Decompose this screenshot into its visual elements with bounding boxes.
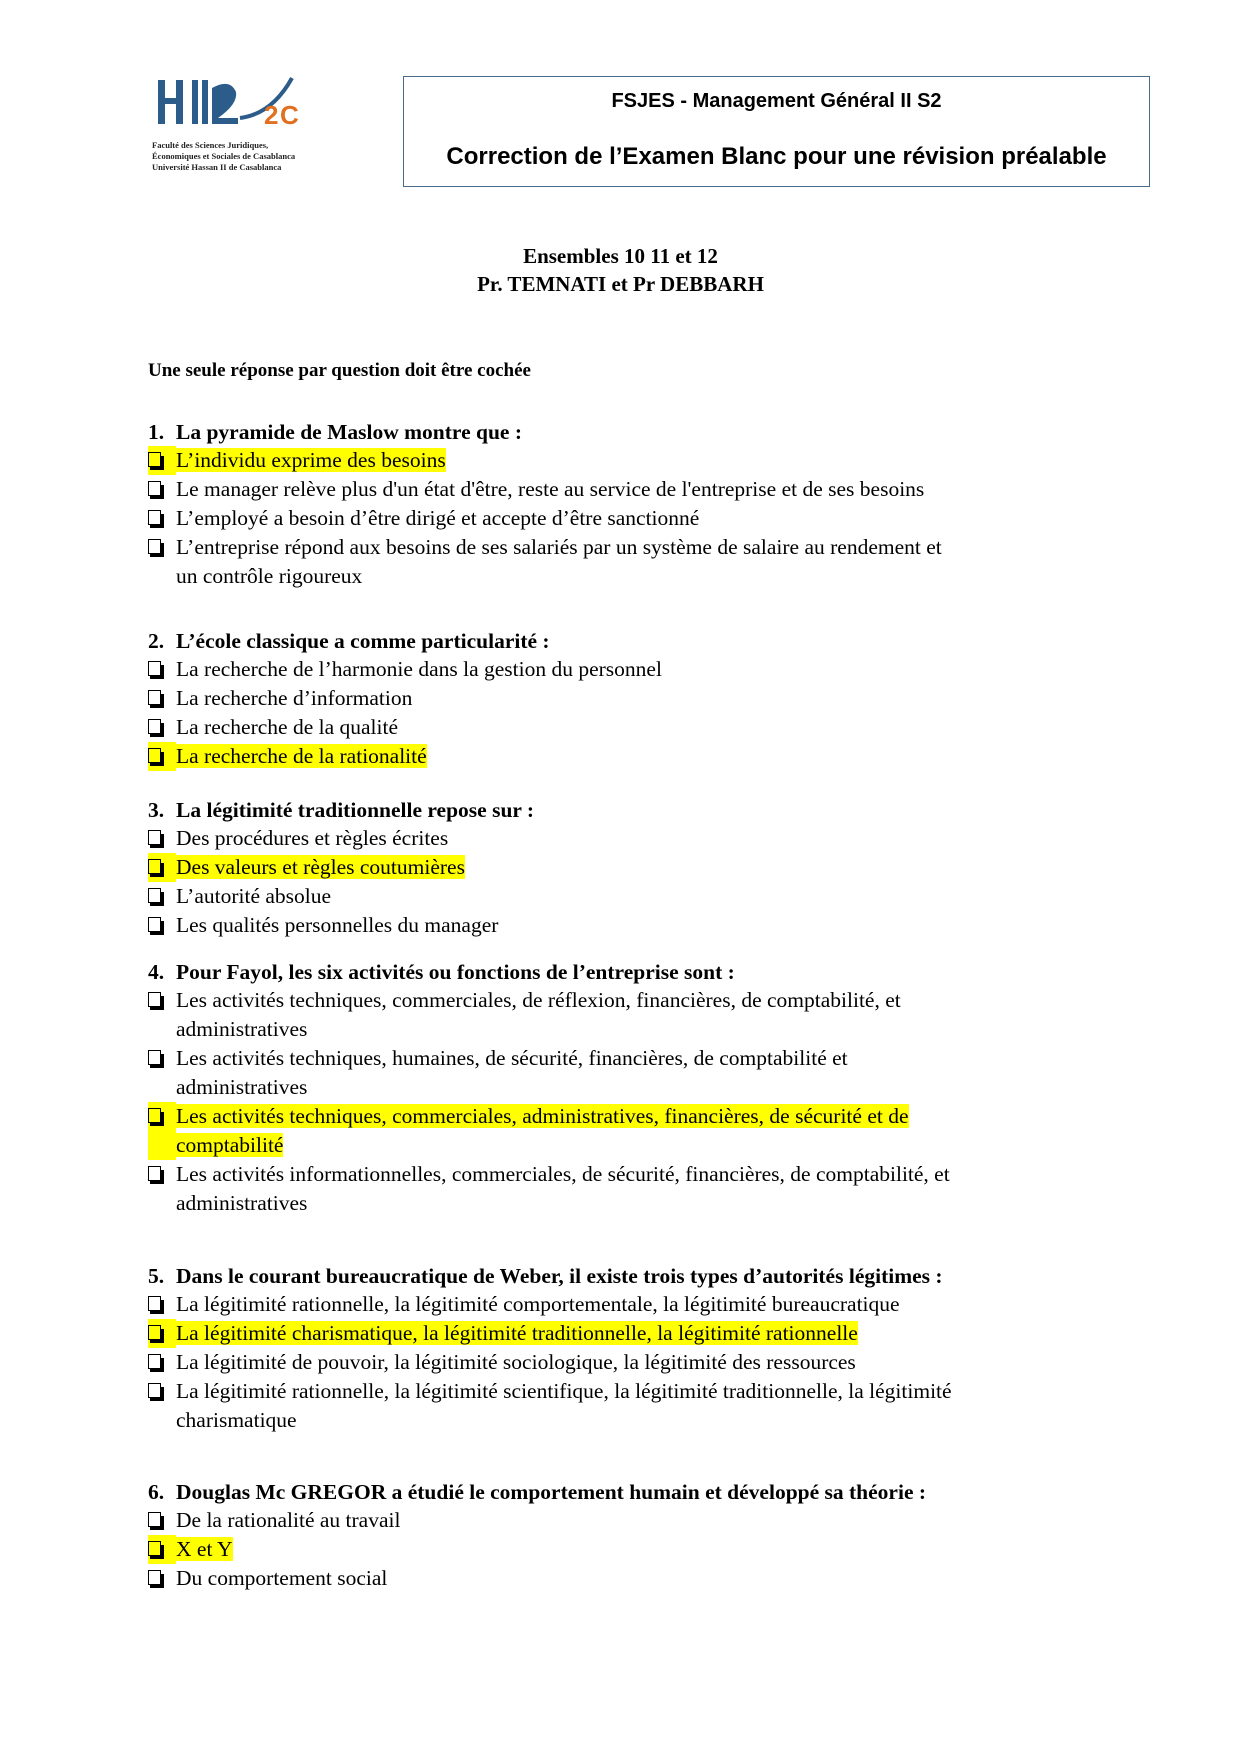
option-text-line	[176, 1290, 1128, 1319]
answer-text: Les qualités personnelles du manager	[176, 913, 499, 937]
answer-text: Des procédures et règles écrites	[176, 826, 449, 850]
checkbox-icon[interactable]	[148, 917, 161, 932]
svg-text:C: C	[280, 100, 299, 130]
question-2	[148, 627, 1128, 771]
answer-option-correct[interactable]	[148, 1535, 1128, 1564]
answer-text: La recherche de la qualité	[176, 715, 399, 739]
option-text-line	[176, 475, 1128, 504]
checkbox-icon[interactable]	[148, 510, 161, 525]
option-text-line	[176, 882, 1128, 911]
question-text: L’école classique a comme particularité :	[176, 629, 550, 653]
checkbox-icon[interactable]	[148, 1383, 161, 1398]
option-text-line	[176, 742, 1128, 771]
answer-option[interactable]	[148, 824, 1128, 853]
answer-option[interactable]	[148, 1348, 1128, 1377]
answer-text: La recherche de l’harmonie dans la gestion du personnel	[176, 657, 662, 681]
option-text-line	[176, 1189, 1128, 1218]
question-number: 4.	[148, 960, 165, 984]
checkbox-icon[interactable]	[148, 1050, 161, 1065]
answer-text: un contrôle rigoureux	[176, 564, 363, 588]
question-number: 2.	[148, 629, 165, 653]
option-text-line	[176, 1564, 1128, 1593]
answer-text: Les activités techniques, humaines, de sécurité, financières, de comptabilité et	[176, 1046, 848, 1070]
checkbox-icon[interactable]	[148, 992, 161, 1007]
answer-text: La légitimité rationnelle, la légitimité comportementale, la légitimité bureaucratique	[176, 1292, 900, 1316]
option-text-line	[176, 853, 1128, 882]
option-text-line	[176, 504, 1128, 533]
option-text-line	[176, 1102, 1128, 1131]
highlighted-answer: L’individu exprime des besoins	[176, 448, 446, 472]
answer-text: administratives	[176, 1017, 308, 1041]
option-text-line	[176, 533, 1128, 562]
option-text-line	[176, 1348, 1128, 1377]
checkbox-icon[interactable]	[148, 1296, 161, 1311]
highlighted-answer: La recherche de la rationalité	[176, 744, 427, 768]
question-3	[148, 796, 1128, 940]
checkbox-icon[interactable]	[148, 481, 161, 496]
university-logo	[152, 74, 342, 174]
instruction: Une seule réponse par question doit être cochée	[148, 360, 531, 381]
question-6	[148, 1478, 1128, 1593]
checkbox-icon[interactable]	[148, 888, 161, 903]
answer-text: charismatique	[176, 1408, 297, 1432]
checkbox-icon[interactable]	[148, 748, 161, 763]
answer-text: De la rationalité au travail	[176, 1508, 401, 1532]
checkbox-icon[interactable]	[148, 452, 161, 467]
answer-option[interactable]	[148, 882, 1128, 911]
answer-option[interactable]	[148, 1377, 1128, 1435]
option-text-line	[176, 1506, 1128, 1535]
option-text-line	[176, 684, 1128, 713]
highlighted-answer: La légitimité charismatique, la légitimité traditionnelle, la légitimité rationnelle	[176, 1321, 858, 1345]
question-title	[148, 796, 1128, 824]
highlighted-answer: X et Y	[176, 1537, 233, 1561]
option-text-line	[176, 1015, 1128, 1044]
answer-text: Les activités informationnelles, commerciales, de sécurité, financières, de comptabilité, et	[176, 1162, 950, 1186]
question-title	[148, 1262, 1128, 1290]
question-title	[148, 418, 1128, 446]
option-text-line	[176, 1073, 1128, 1102]
option-text-line	[176, 911, 1128, 940]
question-number: 5.	[148, 1264, 165, 1288]
option-text-line	[176, 1319, 1128, 1348]
svg-text:2: 2	[264, 100, 279, 130]
answer-text: administratives	[176, 1075, 308, 1099]
option-text-line	[176, 1160, 1128, 1189]
answer-option-correct[interactable]	[148, 1102, 1128, 1160]
answer-option[interactable]	[148, 1564, 1128, 1593]
checkbox-icon[interactable]	[148, 1354, 161, 1369]
answer-option[interactable]	[148, 911, 1128, 940]
answer-option-correct[interactable]	[148, 446, 1128, 475]
document-title: Correction de l’Examen Blanc pour une révision préalable	[446, 143, 1107, 170]
checkbox-icon[interactable]	[148, 1570, 161, 1585]
question-text: Dans le courant bureaucratique de Weber, il existe trois types d’autorités légitimes :	[176, 1264, 943, 1288]
question-text: La pyramide de Maslow montre que :	[176, 420, 522, 444]
question-title	[148, 1478, 1128, 1506]
option-text-line	[176, 1044, 1128, 1073]
question-text: Douglas Mc GREGOR a étudié le comportement humain et développé sa théorie :	[176, 1480, 927, 1504]
answer-text: L’employé a besoin d’être dirigé et accepte d’être sanctionné	[176, 506, 700, 530]
checkbox-icon[interactable]	[148, 1541, 161, 1556]
checkbox-icon[interactable]	[148, 1512, 161, 1527]
question-5	[148, 1262, 1128, 1435]
answer-text: La recherche d’information	[176, 686, 413, 710]
question-1	[148, 418, 1128, 591]
answer-option[interactable]	[148, 1290, 1128, 1319]
professors-title: Pr. TEMNATI et Pr DEBBARH	[477, 272, 764, 296]
option-text-line	[176, 986, 1128, 1015]
checkbox-icon[interactable]	[148, 690, 161, 705]
highlighted-answer: Des valeurs et règles coutumières	[176, 855, 465, 879]
answer-text: L’autorité absolue	[176, 884, 332, 908]
header-box	[403, 76, 1150, 187]
checkbox-icon[interactable]	[148, 539, 161, 554]
answer-option-correct[interactable]	[148, 742, 1128, 771]
highlighted-answer: comptabilité	[176, 1133, 284, 1157]
option-text-line	[176, 1535, 1128, 1564]
sets-title: Ensembles 10 11 et 12	[523, 244, 718, 268]
option-text-line	[176, 562, 1128, 591]
checkbox-icon[interactable]	[148, 719, 161, 734]
logo-caption-line: Faculté des Sciences Juridiques,	[152, 140, 269, 150]
answer-option[interactable]	[148, 504, 1128, 533]
question-title	[148, 627, 1128, 655]
question-number: 6.	[148, 1480, 165, 1504]
option-text-line	[176, 655, 1128, 684]
answer-option[interactable]	[148, 533, 1128, 591]
answer-option[interactable]	[148, 1160, 1128, 1218]
answer-text: Les activités techniques, commerciales, de réflexion, financières, de comptabilité, et	[176, 988, 901, 1012]
question-text: La légitimité traditionnelle repose sur :	[176, 798, 535, 822]
checkbox-icon[interactable]	[148, 859, 161, 874]
answer-option[interactable]	[148, 1044, 1128, 1102]
checkbox-icon[interactable]	[148, 1166, 161, 1181]
answer-option[interactable]	[148, 475, 1128, 504]
answer-option[interactable]	[148, 713, 1128, 742]
answer-text: La légitimité de pouvoir, la légitimité sociologique, la légitimité des ressources	[176, 1350, 856, 1374]
logo-caption-line: Université Hassan II de Casablanca	[152, 162, 282, 172]
logo-caption-line: Économiques et Sociales de Casablanca	[152, 151, 296, 161]
question-number: 3.	[148, 798, 165, 822]
answer-text: administratives	[176, 1191, 308, 1215]
answer-option-correct[interactable]	[148, 1319, 1128, 1348]
answer-text: Du comportement social	[176, 1566, 388, 1590]
answer-option-correct[interactable]	[148, 853, 1128, 882]
answer-text: La légitimité rationnelle, la légitimité scientifique, la légitimité traditionnelle, la légitimité	[176, 1379, 952, 1403]
highlighted-answer: Les activités techniques, commerciales, administratives, financières, de sécurité et de	[176, 1104, 909, 1128]
uh2c-logo-icon	[152, 74, 312, 136]
option-text-line	[176, 1131, 1128, 1160]
option-text-line	[176, 1377, 1128, 1406]
checkbox-icon[interactable]	[148, 1325, 161, 1340]
option-text-line	[176, 446, 1128, 475]
checkbox-icon[interactable]	[148, 830, 161, 845]
option-text-line	[176, 824, 1128, 853]
answer-option[interactable]	[148, 986, 1128, 1044]
checkbox-icon[interactable]	[148, 661, 161, 676]
answer-option[interactable]	[148, 655, 1128, 684]
question-text: Pour Fayol, les six activités ou fonctions de l’entreprise sont :	[176, 960, 735, 984]
course-title: FSJES - Management Général II S2	[611, 90, 942, 112]
checkbox-icon[interactable]	[148, 1108, 161, 1123]
answer-text: L’entreprise répond aux besoins de ses salariés par un système de salaire au rendement et	[176, 535, 942, 559]
logo-caption	[152, 140, 295, 173]
answer-option[interactable]	[148, 1506, 1128, 1535]
option-text-line	[176, 713, 1128, 742]
question-number: 1.	[148, 420, 165, 444]
question-4	[148, 958, 1128, 1218]
answer-option[interactable]	[148, 684, 1128, 713]
option-text-line	[176, 1406, 1128, 1435]
question-title	[148, 958, 1128, 986]
answer-text: Le manager relève plus d'un état d'être, reste au service de l'entreprise et de ses besoins	[176, 477, 925, 501]
